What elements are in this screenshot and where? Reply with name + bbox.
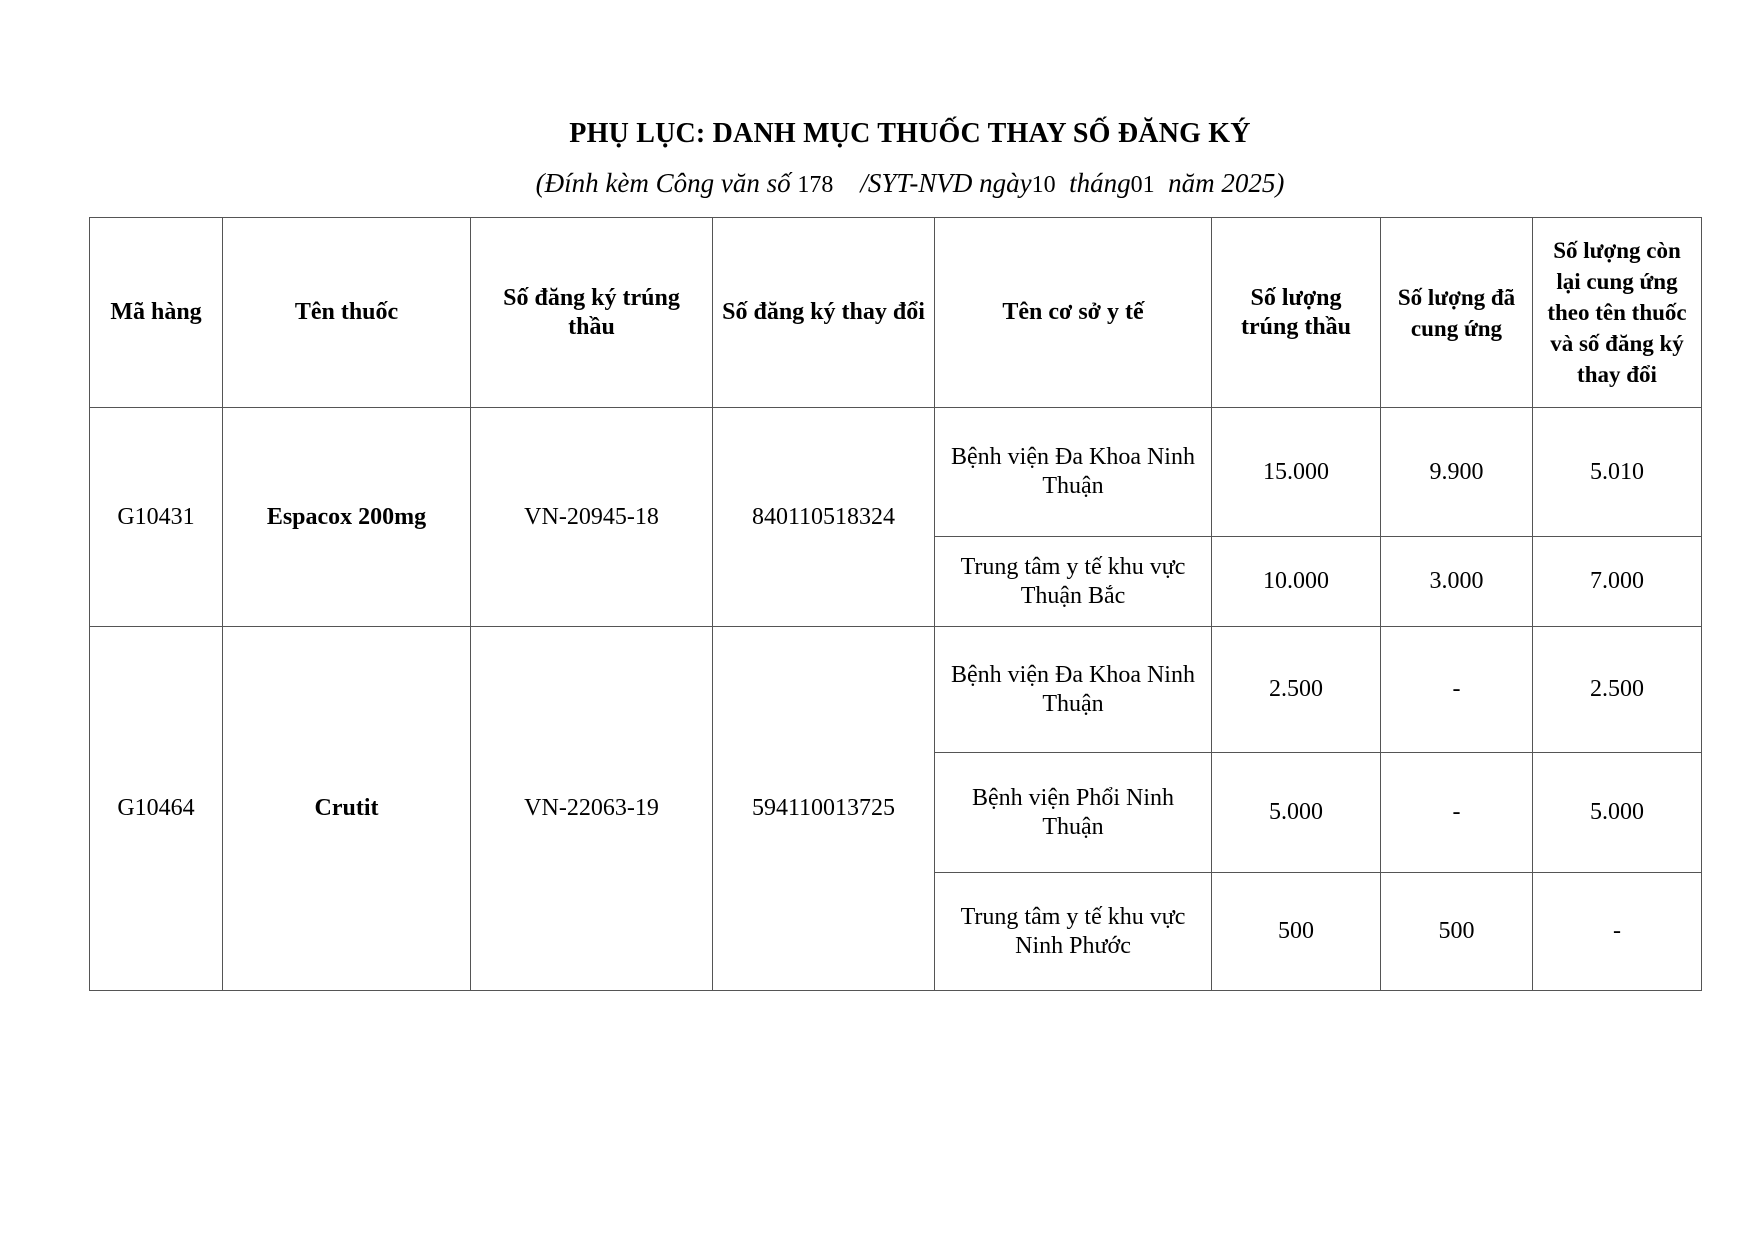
item-qty-remaining: 5.000	[1533, 753, 1702, 873]
subtitle-mid1: /SYT-NVD ngày	[833, 168, 1032, 198]
header-reg-changed: Số đăng ký thay đổi	[713, 218, 935, 408]
table-row	[90, 408, 1702, 537]
header-drug-name: Tên thuốc	[223, 218, 471, 408]
item-qty-supplied: 500	[1381, 873, 1533, 991]
document-subtitle	[0, 168, 1754, 199]
item-qty-remaining: -	[1533, 873, 1702, 991]
item-qty-remaining: 5.010	[1533, 408, 1702, 537]
item-qty-remaining: 2.500	[1533, 627, 1702, 753]
table-row	[90, 627, 1702, 753]
doc-day: 10	[1031, 172, 1056, 198]
item-reg-changed: 594110013725	[713, 627, 935, 991]
item-qty-supplied: 3.000	[1381, 537, 1533, 627]
item-facility: Bệnh viện Phổi Ninh Thuận	[935, 753, 1212, 873]
header-code: Mã hàng	[90, 218, 223, 408]
header-row	[90, 218, 1702, 408]
item-code: G10464	[90, 627, 223, 991]
item-qty-remaining: 7.000	[1533, 537, 1702, 627]
item-reg-awarded: VN-22063-19	[471, 627, 713, 991]
doc-month: 01	[1130, 172, 1155, 198]
header-qty-awarded: Số lượng trúng thầu	[1212, 218, 1381, 408]
item-facility: Bệnh viện Đa Khoa Ninh Thuận	[935, 408, 1212, 537]
item-qty-awarded: 10.000	[1212, 537, 1381, 627]
item-facility: Trung tâm y tế khu vực Ninh Phước	[935, 873, 1212, 991]
subtitle-prefix: (Đính kèm Công văn số	[535, 168, 798, 198]
header-qty-remaining: Số lượng còn lại cung ứng theo tên thuốc và số đăng ký thay đổi	[1533, 218, 1702, 408]
drug-table	[89, 217, 1702, 991]
header-facility: Tên cơ sở y tế	[935, 218, 1212, 408]
item-code: G10431	[90, 408, 223, 627]
item-qty-awarded: 2.500	[1212, 627, 1381, 753]
item-drug-name: Espacox 200mg	[223, 408, 471, 627]
doc-number: 178	[797, 172, 834, 198]
item-qty-awarded: 15.000	[1212, 408, 1381, 537]
item-reg-changed: 840110518324	[713, 408, 935, 627]
item-facility: Trung tâm y tế khu vực Thuận Bắc	[935, 537, 1212, 627]
item-facility: Bệnh viện Đa Khoa Ninh Thuận	[935, 627, 1212, 753]
item-qty-awarded: 5.000	[1212, 753, 1381, 873]
document-title: PHỤ LỤC: DANH MỤC THUỐC THAY SỐ ĐĂNG KÝ	[569, 118, 1251, 149]
item-qty-supplied: 9.900	[1381, 408, 1533, 537]
header-qty-supplied: Số lượng đã cung ứng	[1381, 218, 1533, 408]
subtitle-suffix: năm 2025)	[1154, 168, 1285, 198]
item-qty-supplied: -	[1381, 753, 1533, 873]
item-qty-awarded: 500	[1212, 873, 1381, 991]
header-reg-awarded: Số đăng ký trúng thầu	[471, 218, 713, 408]
item-qty-supplied: -	[1381, 627, 1533, 753]
item-drug-name: Crutit	[223, 627, 471, 991]
subtitle-mid2: tháng	[1055, 168, 1131, 198]
item-reg-awarded: VN-20945-18	[471, 408, 713, 627]
